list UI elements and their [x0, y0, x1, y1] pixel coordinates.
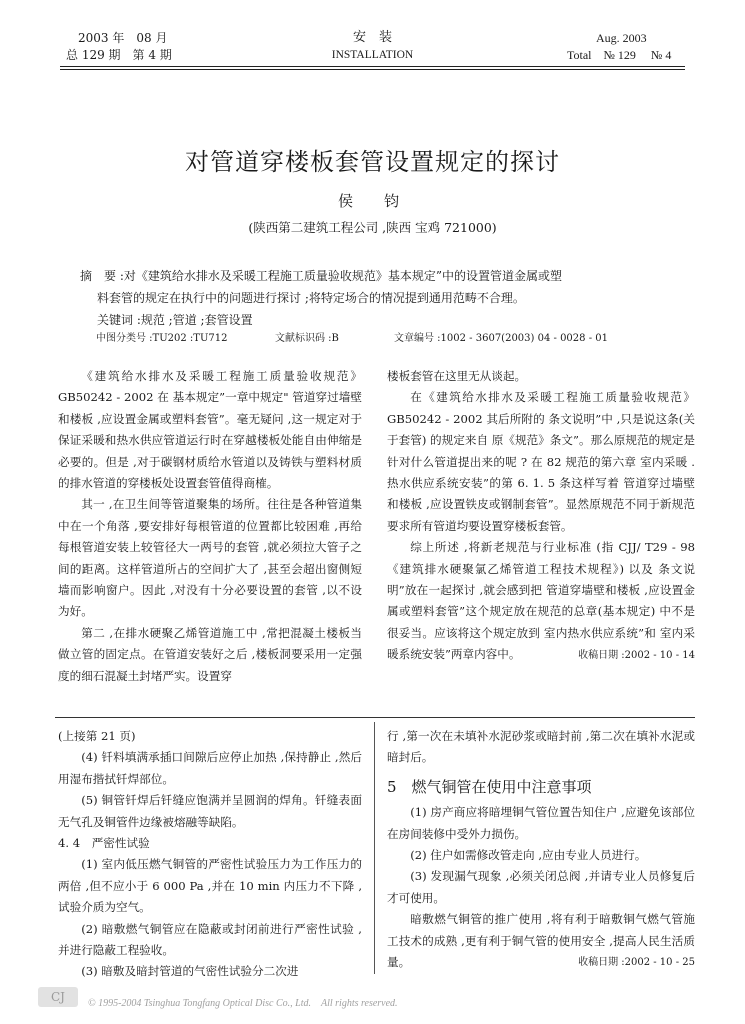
paragraph: (5) 铜管钎焊后钎缝应饱满并呈圆润的焊角。钎缝表面无气孔及铜管件边缘被熔融等缺陷。 [58, 793, 362, 829]
body-left-column [58, 366, 362, 687]
paragraph: 在《建筑给水排水及采暖工程施工质量验收规范》GB50242 - 2002 其后所附的 条文说明”中 ,只是说这条(关于套管) 的规定来自 原《规范》条文”。那么原规范的规定是针对什么管道提出来的呢 ? 在 82 规范的第六章 室内采暖 .热水供应系统安装”的第 6. 1. 5 条这样写着 管道穿过墙壁和楼板 ,应设置铁皮或钢制套管”。显然原规范不同于新规范要求所有管道均要设置穿楼板套管。 [387, 390, 695, 533]
paragraph: 综上所述 ,将新老规范与行业标准 (指 CJJ/ T29 - 98《建筑排水硬聚氯乙烯管道工程技术规程》) 以及 条文说明”放在一起探讨 ,就会感到把 管道穿墙壁和楼板 ,应设置金属或塑料套管”这个规定放在规范的总章(基本规定) 中不是很妥当。应该将这个规定放到 室内热水供应系统”和 室内采暖系统安装”两章内容中。 [387, 540, 695, 662]
clc-number: 中图分类号 :TU202 :TU712 [96, 333, 228, 344]
body-right-column [387, 366, 695, 666]
abstract-line-2: 料套管的规定在执行中的问题进行探讨 ;将特定场合的情况提到通用范畴不合理。 [97, 291, 525, 305]
article-number: 文章编号 :1002 - 3607(2003) 04 - 0028 - 01 [394, 333, 608, 344]
section-heading: 5 燃气铜管在使用中注意事项 [387, 777, 592, 796]
paragraph: (3) 暗敷及暗封管道的气密性试验分二次进 [81, 964, 299, 979]
paragraph: (3) 发现漏气现象 ,必须关闭总阀 ,并请专业人员修复后才可使用。 [387, 869, 695, 905]
copyright-notice: © 1995-2004 Tsinghua Tongfang Optical Disc Co., Ltd. All rights reserved. [88, 998, 398, 1009]
continued-right-column [387, 726, 695, 974]
paragraph: (2) 住户如需修改管走向 ,应由专业人员进行。 [410, 848, 647, 863]
header-rule-2 [60, 69, 685, 70]
paragraph: 第二 ,在排水硬聚乙烯管道施工中 ,常把混凝土楼板当做立管的固定点。在管道安装好之后 ,楼板洞要采用一定强度的细石混凝土封堵严实。设置穿 [58, 625, 362, 683]
paragraph: (1) 室内低压燃气铜管的严密性试验压力为工作压力的两倍 ,但不应小于 6 000 Pa ,并在 10 min 内压力不下降 ,试验介质为空气。 [58, 857, 362, 915]
header-rule [60, 66, 685, 67]
article-separator [55, 717, 695, 718]
continuation-note: (上接第 21 页) [58, 729, 136, 743]
keywords: 关键词 :规范 ;管道 ;套管设置 [97, 313, 253, 327]
paragraph: 《建筑给水排水及采暖工程施工质量验收规范》GB50242 - 2002 在 基本规定”一章中规定" 管道穿过墙壁和楼板 ,应设置金属或塑料套管”。毫无疑问 ,这一规定对于保证采暖和热水供应管道运行时在穿越楼板处能自由伸缩是必要的。但是 ,对于碳钢材质给水管道以及铸铁与塑料材质的排水管道的穿楼板处设置套管值得商榷。 [58, 369, 362, 491]
paragraph: 其一 ,在卫生间等管道聚集的场所。往往是各种管道集中在一个角落 ,要安排好每根管道的位置都比较困难 ,再给每根管道安装上较管径大一两号的套管 ,就必须拉大管子之间的距离。这样管道所占的空间扩大了 ,甚至会超出窗侧短墙而影响窗户。因此 ,对没有十分必要设置的套管 ,以不设为好。 [58, 497, 362, 619]
abstract-line-1: 摘 要 :对《建筑给水排水及采暖工程施工质量验收规范》基本规定”中的设置管道金属或塑 [80, 269, 562, 283]
abstract [80, 265, 680, 331]
author: 侯 钧 [337, 192, 407, 210]
publisher-logo: CJ [38, 987, 78, 1007]
subsection-heading: 4. 4 严密性试验 [58, 836, 150, 851]
paragraph: (1) 房产商应将暗埋铜气管位置告知住户 ,应避免该部位在房间装修中受外力损伤。 [387, 805, 695, 841]
journal-name: 安 装 [352, 30, 392, 45]
document-code: 文献标识码 :B [275, 333, 339, 344]
paragraph: (2) 暗敷燃气铜管应在隐蔽或封闭前进行严密性试验 ,并进行隐蔽工程验收。 [58, 921, 362, 958]
issue-number-en: Total № 129 № 4 [567, 48, 672, 62]
column-divider [374, 722, 375, 974]
paragraph: 暗敷燃气铜管的推广使用 ,将有利于暗敷铜气燃气管施工技术的成熟 ,更有利于铜气管的使用安全 ,提高人民生活质量。 [387, 912, 695, 970]
affiliation: (陕西第二建筑工程公司 ,陕西 宝鸡 721000) [248, 220, 497, 235]
issue-number: 总 129 期 第 4 期 [66, 48, 172, 62]
paragraph: (4) 钎料填满承插口间隙后应停止加热 ,保持静止 ,然后用湿布揩拭钎焊部位。 [58, 750, 362, 786]
article-title: 对管道穿楼板套管设置规定的探讨 [185, 148, 560, 176]
paragraph: 楼板套管在这里无从谈起。 [387, 369, 527, 383]
received-date: 收稿日期 :2002 - 10 - 14 [578, 649, 695, 661]
journal-name-en: INSTALLATION [331, 49, 414, 61]
paragraph: 行 ,第一次在未填补水泥砂浆或暗封前 ,第二次在填补水泥或暗封后。 [387, 729, 695, 765]
issue-date: 2003 年 08 月 [78, 31, 168, 45]
issue-date-en: Aug. 2003 [596, 31, 647, 45]
received-date: 收稿日期 :2002 - 10 - 25 [578, 957, 695, 969]
continued-left-column [58, 726, 362, 983]
